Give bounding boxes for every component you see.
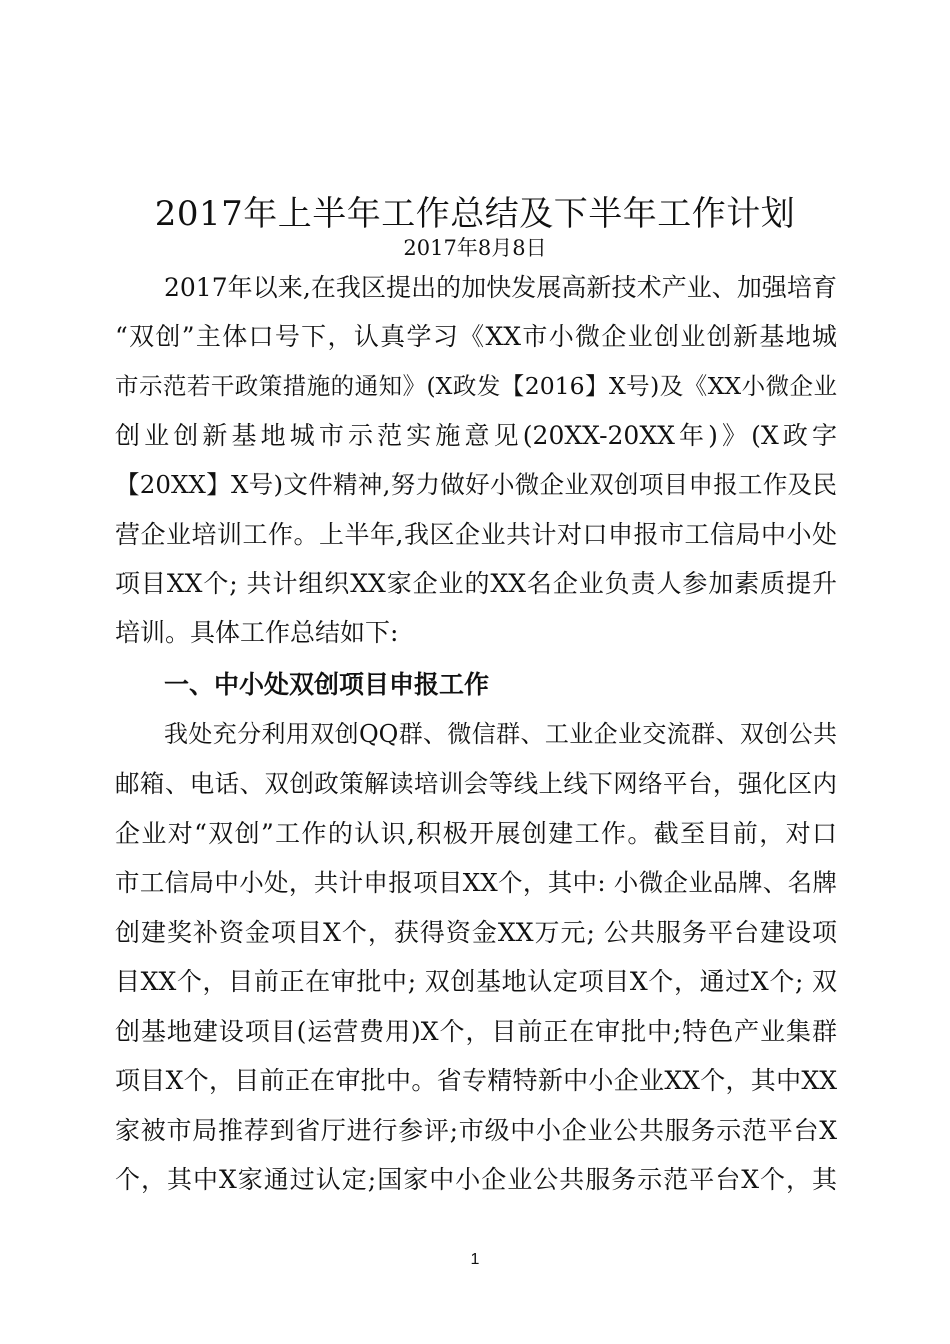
section-heading: 一、中小处双创项目申报工作 [164, 670, 490, 699]
paragraph-line: 市示范若干政策措施的通知》(X政发【2016】X号)及《XX小微企业 [115, 372, 837, 400]
document-date: 2017年8月8日 [403, 236, 547, 260]
paragraph-line: 创业创新基地城市示范实施意见(20XX-20XX年)》(X政字 [115, 421, 837, 450]
paragraph-line: 家被市局推荐到省厅进行参评;市级中小企业公共服务示范平台X [115, 1116, 837, 1145]
paragraph-line: 邮箱、电话、双创政策解读培训会等线上线下网络平台，强化区内 [115, 769, 837, 798]
paragraph-line: 创基地建设项目(运营费用)X个，目前正在审批中;特色产业集群 [115, 1017, 837, 1046]
paragraph-line: 项目X个，目前正在审批中。省专精特新中小企业XX个，其中XX [115, 1066, 837, 1095]
paragraph-line: 创建奖补资金项目X个，获得资金XX万元; 公共服务平台建设项 [115, 918, 837, 947]
paragraph-line: 【20XX】X号)文件精神,努力做好小微企业双创项目申报工作及民 [115, 470, 837, 499]
paragraph-line: 个，其中X家通过认定;国家中小企业公共服务示范平台X个，其 [115, 1165, 837, 1194]
paragraph-line: 2017年以来,在我区提出的加快发展高新技术产业、加强培育 [164, 273, 837, 302]
document-title: 2017年上半年工作总结及下半年工作计划 [154, 194, 796, 234]
paragraph-line: “双创”主体口号下，认真学习《XX市小微企业创业创新基地城 [115, 322, 837, 351]
paragraph-line: 目XX个，目前正在审批中; 双创基地认定项目X个，通过X个; 双 [115, 967, 837, 996]
paragraph-line: 培训。具体工作总结如下: [115, 618, 399, 647]
paragraph-line: 市工信局中小处，共计申报项目XX个，其中: 小微企业品牌、名牌 [115, 868, 837, 897]
paragraph-line: 企业对“双创”工作的认识,积极开展创建工作。截至目前，对口 [115, 819, 837, 848]
paragraph-line: 项目XX个; 共计组织XX家企业的XX名企业负责人参加素质提升 [115, 569, 837, 598]
page-number: 1 [470, 1251, 480, 1268]
paragraph-line: 营企业培训工作。上半年,我区企业共计对口申报市工信局中小处 [115, 520, 837, 549]
paragraph-line: 我处充分利用双创QQ群、微信群、工业企业交流群、双创公共 [164, 720, 837, 748]
